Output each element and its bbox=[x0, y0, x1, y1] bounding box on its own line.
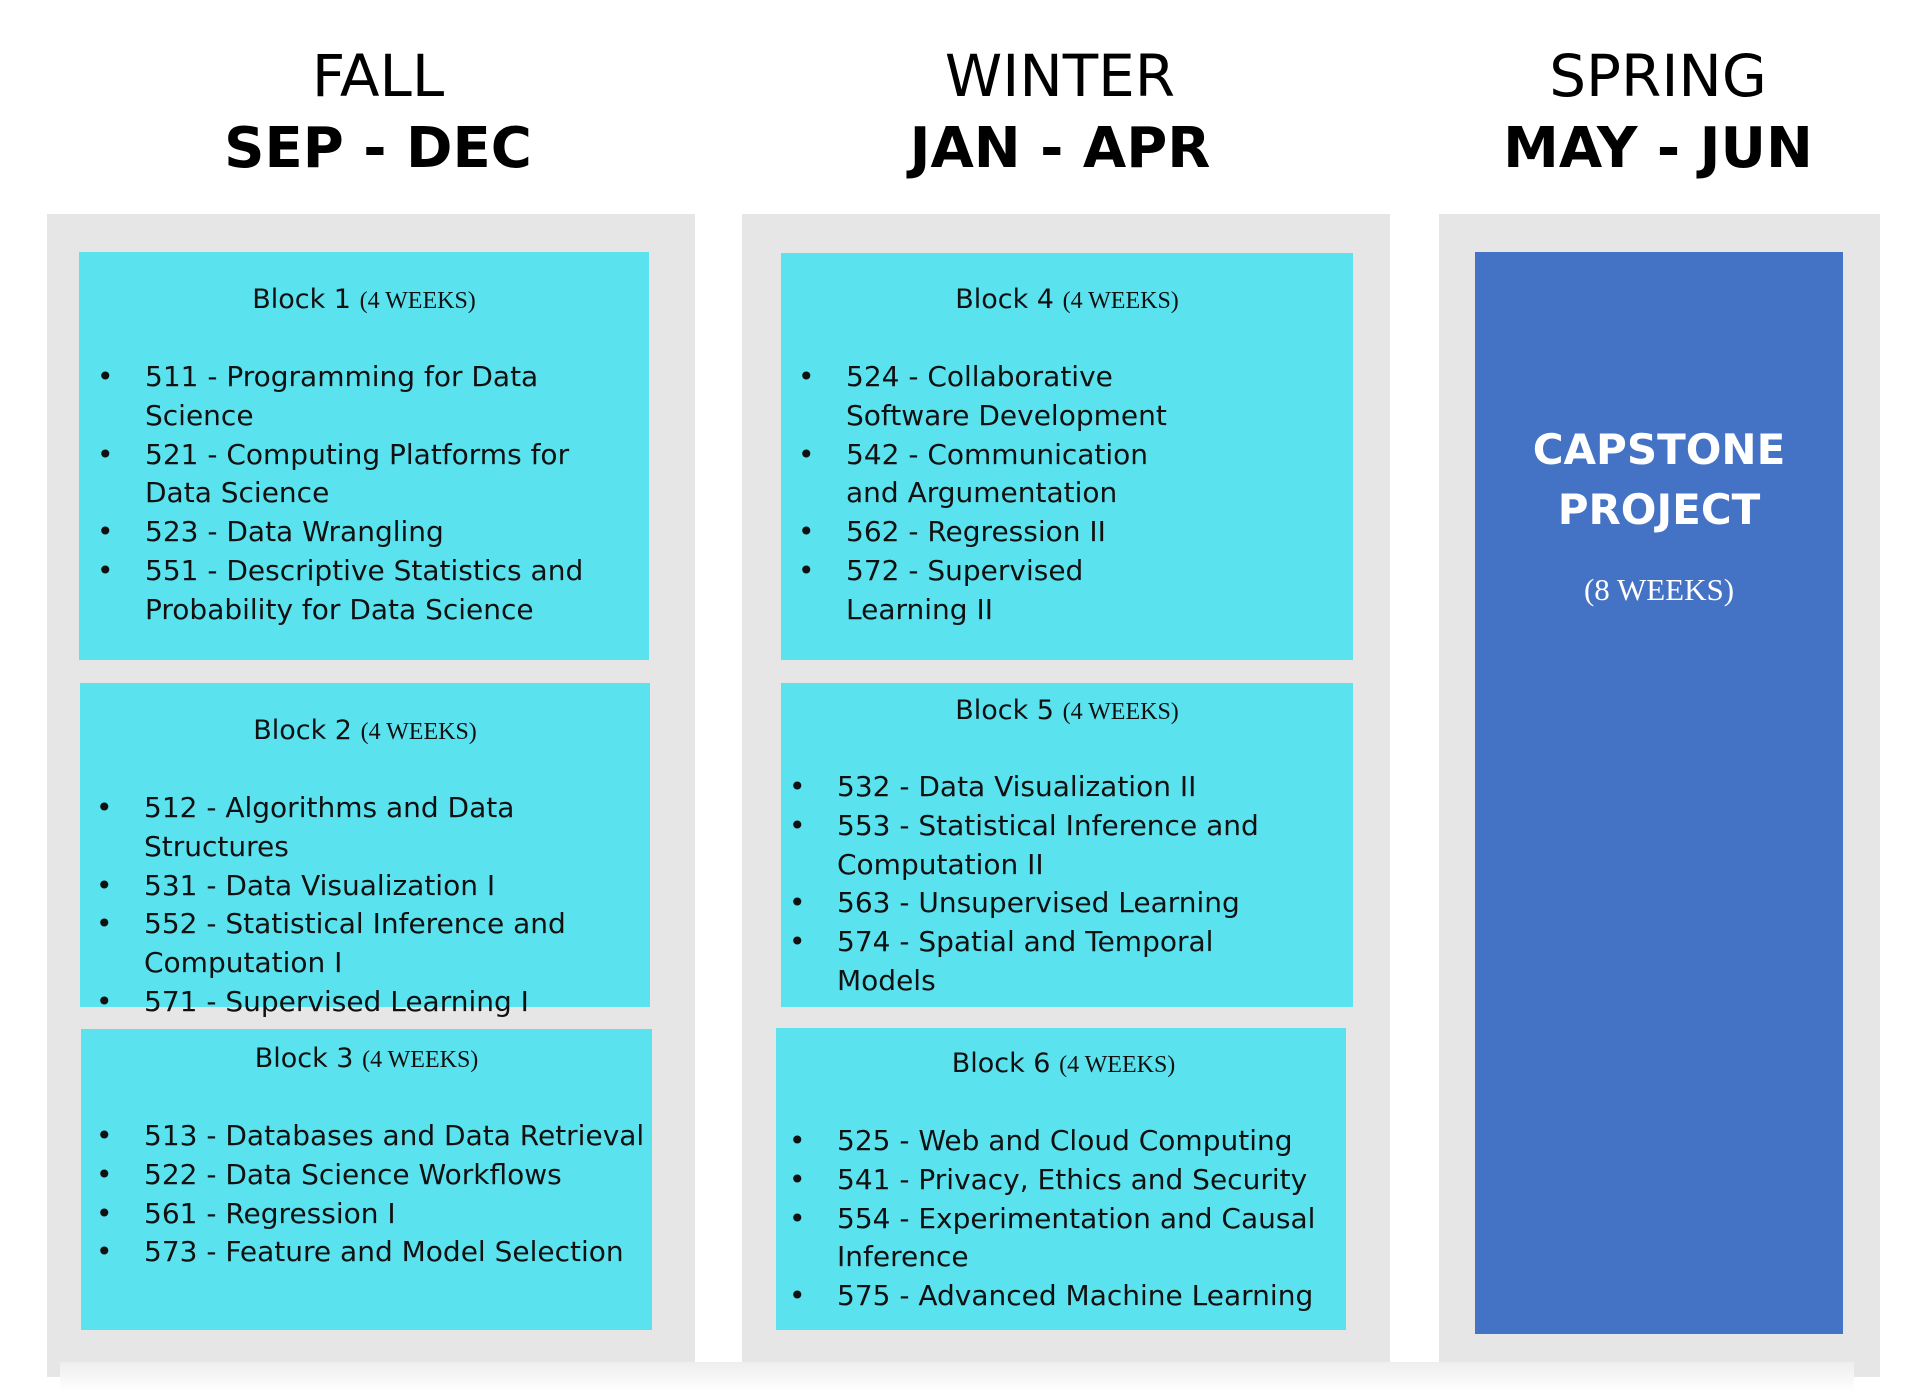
block-name: Block 5 bbox=[955, 695, 1054, 726]
capstone-block bbox=[1475, 252, 1843, 1334]
course-item: • 573 - Feature and Model Selection bbox=[96, 1233, 646, 1272]
block-duration: (4 WEEKS) bbox=[1062, 288, 1179, 314]
block-name: Block 1 bbox=[252, 284, 351, 315]
course-item: • 523 - Data Wrangling bbox=[97, 513, 637, 552]
season-range: JAN - APR bbox=[909, 116, 1211, 181]
capstone-title bbox=[1475, 420, 1843, 540]
season-range: MAY - JUN bbox=[1503, 116, 1813, 181]
block-name: Block 2 bbox=[253, 715, 352, 746]
season-header-fall bbox=[178, 40, 578, 186]
block-5 bbox=[781, 683, 1353, 1007]
block-name: Block 6 bbox=[951, 1048, 1051, 1079]
course-item: • 541 - Privacy, Ethics and Security bbox=[789, 1161, 1329, 1200]
block-title bbox=[79, 284, 649, 315]
block-4 bbox=[781, 253, 1353, 660]
course-item: • 513 - Databases and Data Retrieval bbox=[96, 1117, 646, 1156]
course-item: • 562 - Regression II bbox=[798, 513, 1198, 552]
course-item: • 554 - Experimentation and Causal Inference bbox=[789, 1200, 1329, 1278]
course-item: • 552 - Statistical Inference and Computation I bbox=[96, 905, 646, 983]
course-item: • 542 - Communication and Argumentation bbox=[798, 436, 1198, 514]
block-title bbox=[80, 715, 650, 746]
capstone-duration: (8 WEEKS) bbox=[1583, 572, 1735, 607]
course-item: • 525 - Web and Cloud Computing bbox=[789, 1122, 1329, 1161]
course-list bbox=[798, 358, 1198, 630]
block-title bbox=[781, 284, 1353, 315]
season-name: FALL bbox=[311, 42, 445, 110]
block-6 bbox=[776, 1028, 1346, 1330]
block-duration: (4 WEEKS) bbox=[1062, 699, 1179, 725]
block-duration: (4 WEEKS) bbox=[362, 1047, 479, 1073]
course-list bbox=[96, 1117, 646, 1272]
course-list bbox=[96, 789, 646, 1022]
course-list bbox=[789, 1122, 1329, 1316]
block-name: Block 3 bbox=[254, 1043, 354, 1074]
block-2 bbox=[80, 683, 650, 1018]
course-item: • 553 - Statistical Inference and Computation II bbox=[789, 807, 1259, 885]
block-title bbox=[81, 1043, 652, 1074]
course-item: • 521 - Computing Platforms for Data Science bbox=[97, 436, 637, 514]
season-name: SPRING bbox=[1549, 42, 1767, 110]
course-list bbox=[97, 358, 637, 630]
block-title bbox=[781, 695, 1353, 726]
course-item: • 512 - Algorithms and Data Structures bbox=[96, 789, 646, 867]
course-item: • 524 - Collaborative Software Development bbox=[798, 358, 1198, 436]
bottom-shadow bbox=[60, 1362, 1854, 1392]
course-list bbox=[789, 768, 1259, 1001]
course-item: • 532 - Data Visualization II bbox=[789, 768, 1259, 807]
course-item: • 563 - Unsupervised Learning bbox=[789, 884, 1259, 923]
course-item: • 572 - Supervised Learning II bbox=[798, 552, 1198, 630]
block-name: Block 4 bbox=[955, 284, 1054, 315]
block-title bbox=[781, 1048, 1346, 1079]
course-item: • 561 - Regression I bbox=[96, 1195, 646, 1234]
block-duration: (4 WEEKS) bbox=[360, 719, 477, 745]
season-range: SEP - DEC bbox=[224, 116, 532, 181]
season-header-spring bbox=[1458, 40, 1858, 186]
course-item: • 531 - Data Visualization I bbox=[96, 867, 646, 906]
course-item: • 551 - Descriptive Statistics and Probability for Data Science bbox=[97, 552, 637, 630]
season-header-winter bbox=[860, 40, 1260, 186]
capstone-title-line: CAPSTONE bbox=[1532, 425, 1786, 474]
course-item: • 522 - Data Science Workflows bbox=[96, 1156, 646, 1195]
block-duration: (4 WEEKS) bbox=[1059, 1052, 1176, 1078]
block-duration: (4 WEEKS) bbox=[359, 288, 476, 314]
course-item: • 575 - Advanced Machine Learning bbox=[789, 1277, 1329, 1316]
season-name: WINTER bbox=[944, 42, 1176, 110]
block-3 bbox=[81, 1029, 652, 1330]
capstone-title-line: PROJECT bbox=[1557, 485, 1761, 534]
course-item: • 574 - Spatial and Temporal Models bbox=[789, 923, 1259, 1001]
course-item: • 571 - Supervised Learning I bbox=[96, 983, 646, 1022]
block-1 bbox=[79, 252, 649, 660]
course-item: • 511 - Programming for Data Science bbox=[97, 358, 637, 436]
